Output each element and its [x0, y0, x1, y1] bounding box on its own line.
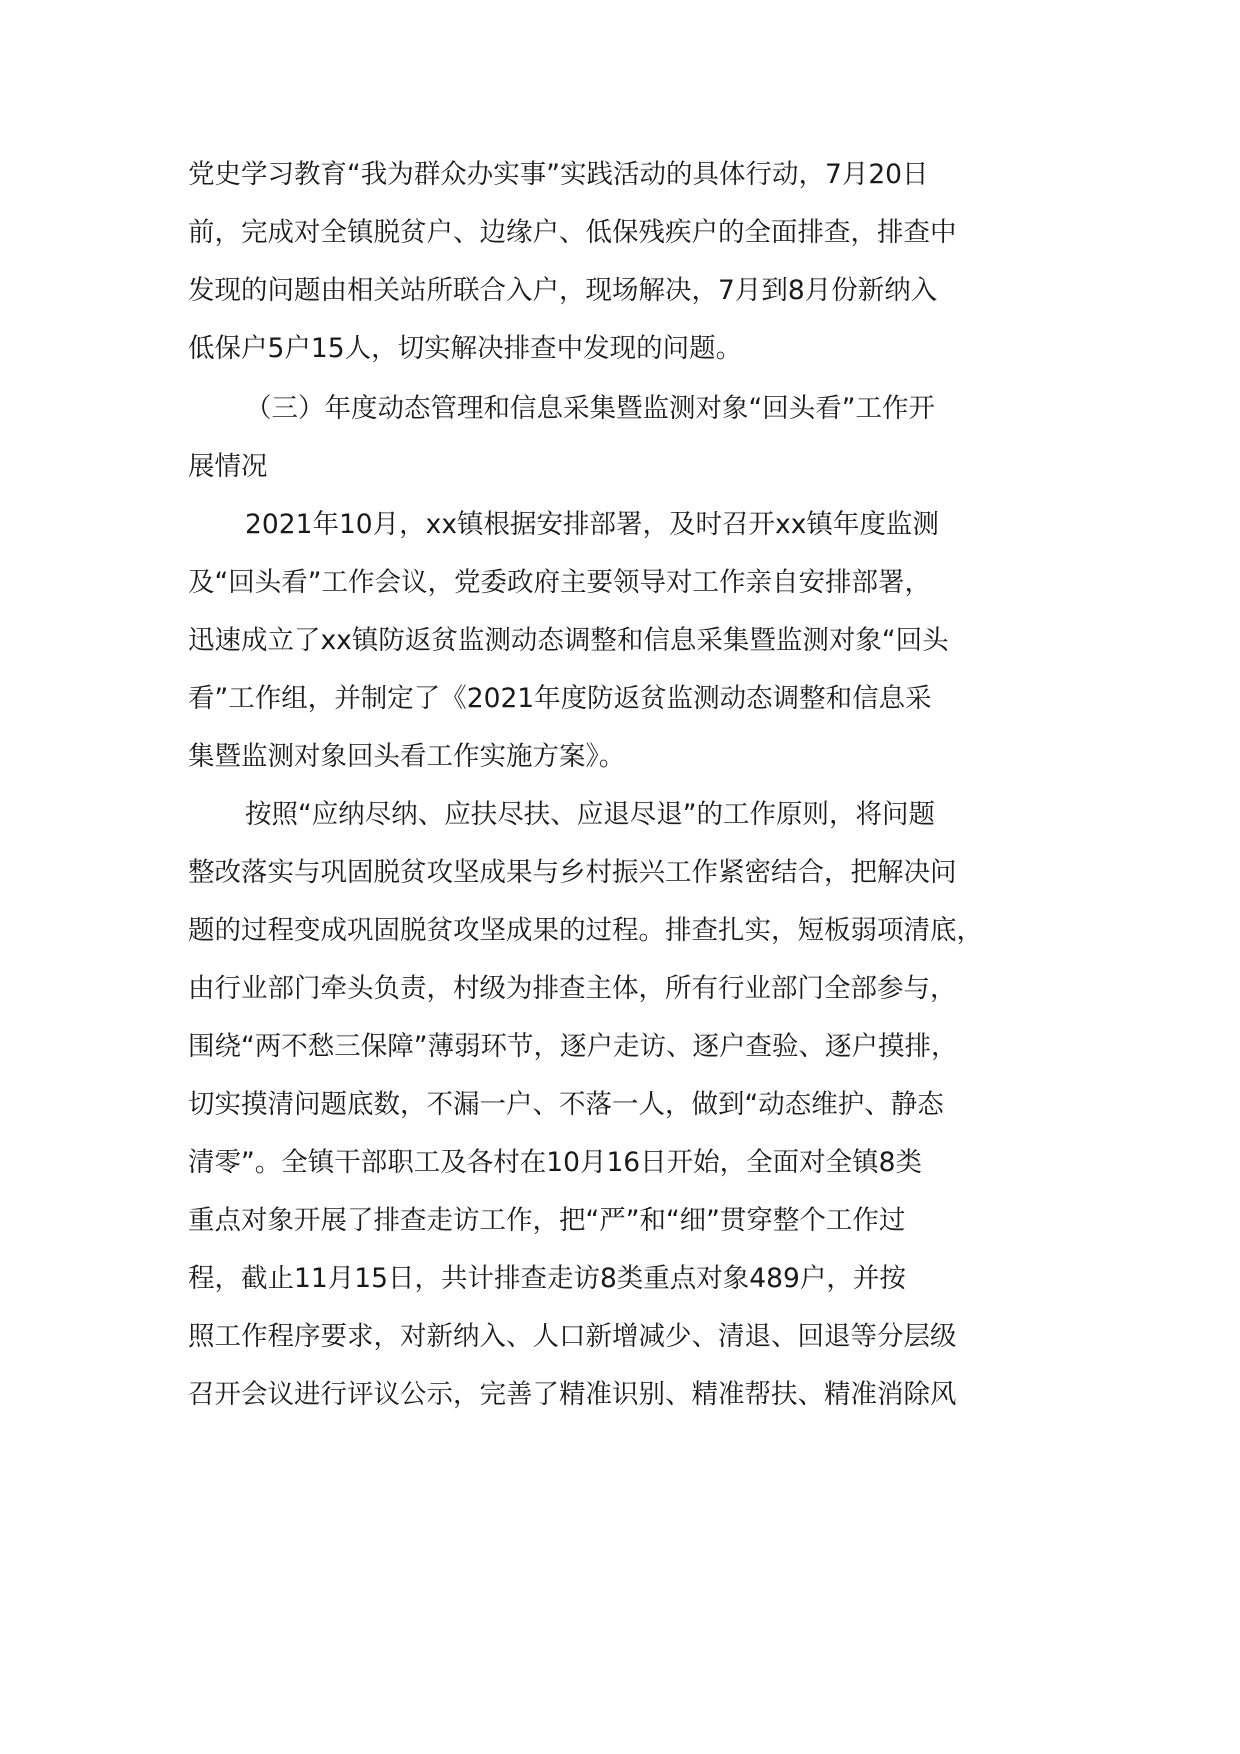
section-heading-line: （三）年度动态管理和信息采集暨监测对象“回头看”工作开 [245, 393, 935, 424]
text-line: 清零”。全镇干部职工及各村在10月16日开始，全面对全镇8类 [188, 1147, 923, 1178]
text-line: 低保户5户15人，切实解决排查中发现的问题。 [188, 333, 743, 364]
section-heading-line: 展情况 [188, 451, 268, 482]
text-line: 重点对象开展了排查走访工作，把“严”和“细”贯穿整个工作过 [188, 1205, 906, 1236]
text-line: 由行业部门牵头负责，村级为排查主体，所有行业部门全部参与， [188, 973, 957, 1004]
text-line: 前，完成对全镇脱贫户、边缘户、低保残疾户的全面排查，排查中 [188, 217, 957, 248]
text-line: 看”工作组，并制定了《2021年度防返贫监测动态调整和信息采 [188, 683, 932, 714]
text-line: 按照“应纳尽纳、应扶尽扶、应退尽退”的工作原则，将问题 [245, 799, 935, 830]
text-line: 围绕“两不愁三保障”薄弱环节，逐户走访、逐户查验、逐户摸排， [188, 1031, 958, 1062]
text-line: 切实摸清问题底数，不漏一户、不落一人，做到“动态维护、静态 [188, 1089, 944, 1120]
text-line: 照工作程序要求，对新纳入、人口新增减少、清退、回退等分层级 [188, 1321, 957, 1352]
text-line: 整改落实与巩固脱贫攻坚成果与乡村振兴工作紧密结合，把解决问 [188, 857, 957, 888]
text-line: 2021年10月，xx镇根据安排部署，及时召开xx镇年度监测 [245, 509, 939, 540]
text-line: 发现的问题由相关站所联合入户，现场解决，7月到8月份新纳入 [188, 275, 938, 306]
text-line: 集暨监测对象回头看工作实施方案》。 [188, 741, 626, 772]
text-line: 迅速成立了xx镇防返贫监测动态调整和信息采集暨监测对象“回头 [188, 625, 949, 656]
text-line: 程，截止11月15日，共计排查走访8类重点对象489户，并按 [188, 1263, 906, 1294]
text-line: 题的过程变成巩固脱贫攻坚成果的过程。排查扎实，短板弱项清底， [188, 915, 983, 946]
text-line: 及“回头看”工作会议，党委政府主要领导对工作亲自安排部署， [188, 567, 931, 598]
text-line: 党史学习教育“我为群众办实事”实践活动的具体行动，7月20日 [188, 159, 929, 190]
text-line: 召开会议进行评议公示，完善了精准识别、精准帮扶、精准消除风 [188, 1379, 957, 1410]
